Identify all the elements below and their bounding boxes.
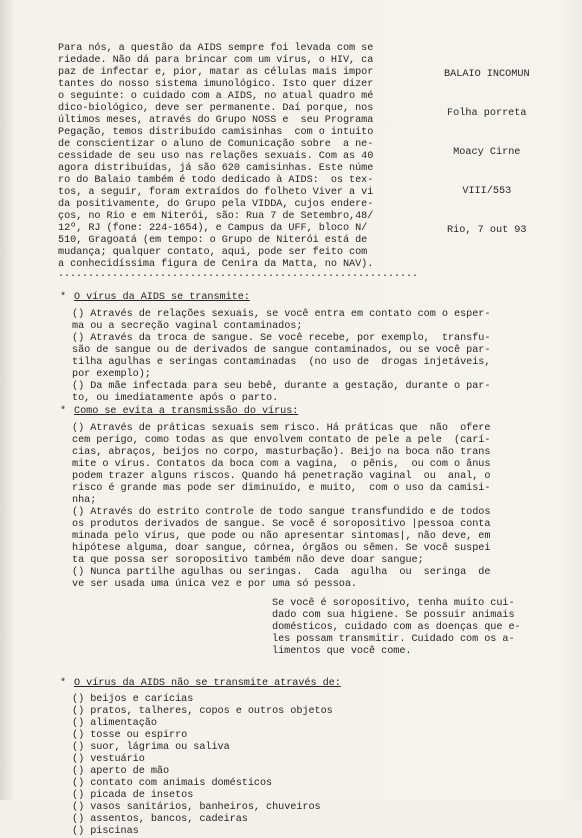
- intro-line: ços, no Rio e em Niterói, são: Rua 7 de Setembro,48/: [58, 211, 374, 222]
- list-item: () suor, lágrima ou saliva: [72, 742, 230, 753]
- section-bullet: *: [60, 406, 67, 417]
- intro-line: de conscientizar o aluno de Comunicação sobre a ne-: [58, 139, 374, 150]
- note-line: les possam transmitir. Cuidado com os a-: [272, 634, 515, 645]
- intro-line: cessidade de seu uso nas relações sexuais. Com as 40: [58, 151, 374, 162]
- intro-line: dico-biológico, deve ser permanente. Daí porque, nos: [58, 103, 374, 114]
- header-line: Folha porreta: [447, 108, 527, 119]
- section-line: tilha agulhas e seringas contaminadas (no uso de drogas injetáveis,: [72, 357, 491, 368]
- note-line: Se você é soropositivo, tenha muito cui-: [272, 598, 515, 609]
- section-line: () Através da troca de sangue. Se você recebe, por exemplo, transfu-: [72, 333, 491, 344]
- list-item: () vasos sanitários, banheiros, chuveiros: [72, 802, 321, 813]
- section-line: () Nunca partilhe agulhas ou seringas. Cada agulha ou seringa de: [72, 567, 491, 578]
- intro-line: riedade. Não dá para brincar com um vírus, o HIV, ca: [58, 55, 374, 66]
- newsletter-header: [444, 42, 530, 263]
- section-line: to, ou imediatamente após o parto.: [72, 393, 279, 404]
- intro-line: Pegação, temos distribuído camisinhas com o intuito: [58, 127, 374, 138]
- section-line: nha;: [72, 495, 97, 506]
- intro-line: da positivamente, do Grupo pela VIDDA, cujos endere-: [58, 199, 374, 210]
- list-item: () piscinas: [72, 826, 139, 837]
- page-edge-shadow: [0, 0, 14, 800]
- header-line: VIII/553: [462, 186, 512, 197]
- section-line: ma ou a secreção vaginal contaminados;: [72, 321, 303, 332]
- section-line: podem trazer alguns riscos. Quando há penetração vaginal ou anal, o: [72, 471, 491, 482]
- note-line: domésticos, cuidado com as doenças que e-: [272, 622, 521, 633]
- intro-line: o seguinte: o cuidado com a AIDS, no atual quadro mé: [58, 91, 374, 102]
- section-line: () Através do estrito controle de todo sangue transfundido e de todos: [72, 507, 491, 518]
- list-item: () alimentação: [72, 718, 157, 729]
- list-item: () contato com animais domésticos: [72, 778, 273, 789]
- intro-line: ro do Balaio também é todo dedicado à AIDS: os tex-: [58, 175, 374, 186]
- note-line: dado com sua higiene. Se possuir animais: [272, 610, 515, 621]
- section-line: ta que possa ser soropositivo também não deve doar sangue;: [72, 555, 424, 566]
- dotted-separator: ............................................................: [58, 269, 419, 280]
- intro-line: paz de infectar e, pior, matar as células mais impor: [58, 67, 374, 78]
- section-line: ve ser usada uma única vez e por uma só pessoa.: [72, 579, 357, 590]
- section-line: risco é grande mas pode ser diminuído, e muito, com o uso da camisi-: [72, 483, 491, 494]
- section-title: O vírus da AIDS não se transmite através de:: [74, 678, 341, 689]
- list-item: () picada de insetos: [72, 790, 194, 801]
- list-item: () beijos e carícias: [72, 694, 194, 705]
- section-line: () Da mãe infectada para seu bebê, durante a gestação, durante o par-: [72, 381, 491, 392]
- intro-line: Para nós, a questão da AIDS sempre foi levada com se: [58, 43, 374, 54]
- intro-line: tos, a seguir, foram extraídos do folheto Viver a vi: [58, 187, 374, 198]
- section-line: cem perigo, como todas as que envolvem contato de pele a pele (carí-: [72, 435, 491, 446]
- section-title: O vírus da AIDS se transmite:: [74, 292, 250, 303]
- section-line: () Através de práticas sexuais sem risco. Há práticas que não ofere: [72, 423, 491, 434]
- intro-line: 510, Gragoatá (em tempo: o Grupo de Niterói está de: [58, 235, 368, 246]
- section-title: Como se evita a transmissão do vírus:: [74, 406, 299, 417]
- intro-line: mudança; qualquer contato, aqui, pode ser feito com: [58, 247, 368, 258]
- header-line: BALAIO INCOMUN: [444, 69, 530, 80]
- intro-line: últimos meses, através do Grupo NOSS e seu Programa: [58, 115, 374, 126]
- list-item: () aperto de mão: [72, 766, 170, 777]
- section-line: cias, abraços, beijos no corpo, masturbação). Beijo na boca não trans: [72, 447, 491, 458]
- note-line: limentos que você come.: [272, 646, 412, 657]
- header-line: Rio, 7 out 93: [447, 225, 527, 236]
- list-item: () assentos, bancos, cadeiras: [72, 814, 248, 825]
- section-bullet: *: [60, 292, 67, 303]
- intro-line: 12º, RJ (fone: 224-1654), e Campus da UFF, bloco N/: [58, 223, 368, 234]
- list-item: () pratos, talheres, copos e outros objetos: [72, 706, 333, 717]
- section-line: são de sangue ou de derivados de sangue contaminados, ou se você par-: [72, 345, 491, 356]
- intro-line: tantes do nosso sistema imunológico. Isto quer dizer: [58, 79, 374, 90]
- section-bullet: *: [60, 678, 67, 689]
- section-line: hipótese alguma, doar sangue, córnea, órgãos ou sêmen. Se você suspei: [72, 543, 491, 554]
- section-line: os produtos derivados de sangue. Se você é soropositivo |pessoa conta: [72, 519, 491, 530]
- intro-line: a conhecidíssima figura de Cenira da Matta, no NAV).: [58, 259, 374, 270]
- header-line: Moacy Cirne: [453, 147, 521, 158]
- section-line: () Através de relações sexuais, se você entra em contato com o esper-: [72, 309, 491, 320]
- intro-line: agora distribuídas, já são 620 camisinhas. Este núme: [58, 163, 374, 174]
- list-item: () tosse ou espirro: [72, 730, 188, 741]
- section-line: minada pelo vírus, que pode ou não apresentar sintomas|, não deve, em: [72, 531, 491, 542]
- section-line: mite o vírus. Contatos da boca com a vagina, o pênis, ou com o ânus: [72, 459, 491, 470]
- section-line: por exemplo);: [72, 369, 151, 380]
- list-item: () vestuário: [72, 754, 145, 765]
